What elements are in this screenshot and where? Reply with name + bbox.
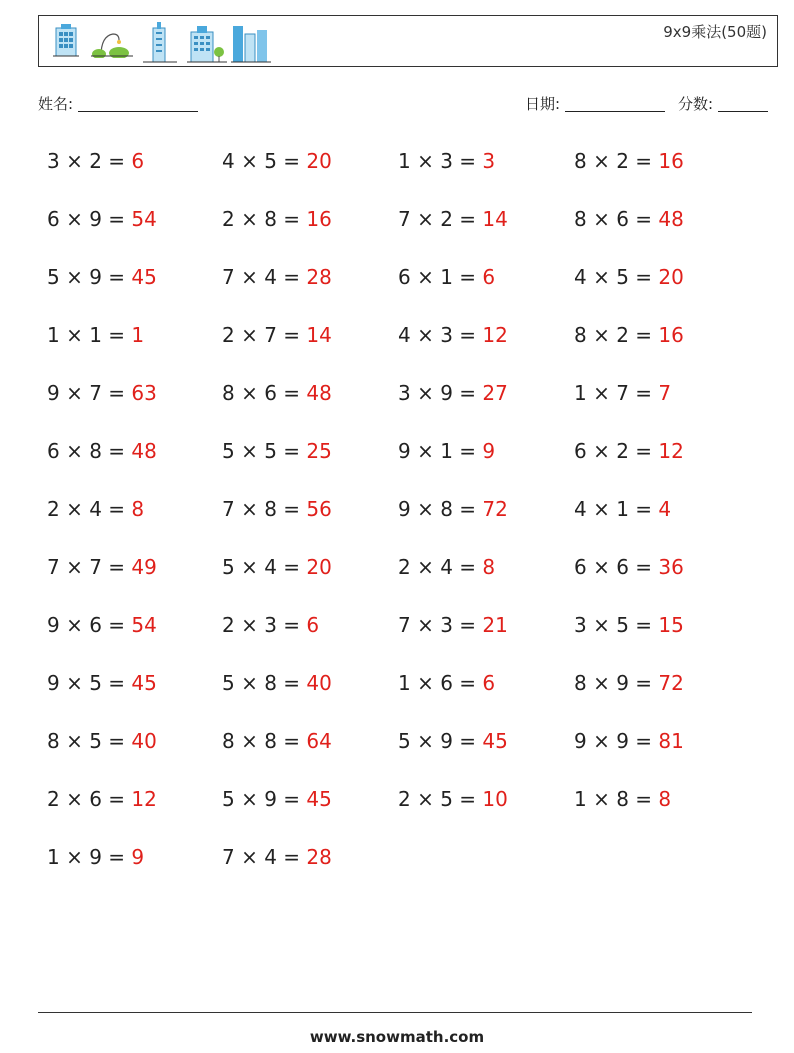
problem-item [222, 612, 319, 638]
problem-item [47, 206, 157, 232]
problem-item [222, 670, 332, 696]
problem-question: 7 × 4 = [222, 845, 307, 869]
problem-item [222, 844, 332, 870]
problem-item [398, 264, 495, 290]
problem-answer: 36 [658, 555, 684, 579]
worksheet-header [38, 15, 778, 67]
problem-item [47, 612, 157, 638]
problem-item [398, 380, 508, 406]
problem-answer: 8 [658, 787, 672, 811]
problem-answer: 8 [482, 555, 496, 579]
name-field [38, 93, 198, 114]
problem-question: 5 × 5 = [222, 439, 307, 463]
problem-item [398, 148, 495, 174]
problem-item [47, 786, 157, 812]
problem-item [222, 206, 332, 232]
problem-answer: 6 [131, 149, 145, 173]
footer-divider [38, 1012, 752, 1013]
problem-item [222, 322, 332, 348]
problem-answer: 63 [131, 381, 157, 405]
problem-item [222, 264, 332, 290]
problem-question: 3 × 5 = [574, 613, 659, 637]
problem-item [574, 206, 684, 232]
problem-question: 4 × 5 = [574, 265, 659, 289]
problem-item [222, 728, 332, 754]
problem-answer: 6 [306, 613, 320, 637]
problem-answer: 6 [482, 265, 496, 289]
problem-question: 2 × 7 = [222, 323, 307, 347]
problem-question: 8 × 2 = [574, 149, 659, 173]
problem-item [574, 786, 671, 812]
problem-answer: 20 [306, 555, 332, 579]
problem-question: 5 × 9 = [47, 265, 132, 289]
problem-item [574, 148, 684, 174]
problem-answer: 64 [306, 729, 332, 753]
problem-item [574, 554, 684, 580]
problem-item [574, 264, 684, 290]
problem-item [222, 148, 332, 174]
problem-item [574, 496, 671, 522]
problem-question: 8 × 9 = [574, 671, 659, 695]
problem-question: 5 × 9 = [398, 729, 483, 753]
problem-question: 8 × 2 = [574, 323, 659, 347]
date-field [525, 93, 665, 114]
problem-question: 9 × 1 = [398, 439, 483, 463]
problem-item [398, 786, 508, 812]
problem-answer: 16 [658, 149, 684, 173]
problem-question: 5 × 9 = [222, 787, 307, 811]
problem-question: 1 × 1 = [47, 323, 132, 347]
problem-answer: 3 [482, 149, 496, 173]
problem-answer: 48 [131, 439, 157, 463]
problem-answer: 45 [306, 787, 332, 811]
problem-answer: 49 [131, 555, 157, 579]
problem-answer: 45 [131, 265, 157, 289]
problem-answer: 81 [658, 729, 684, 753]
problem-answer: 40 [306, 671, 332, 695]
problem-question: 6 × 8 = [47, 439, 132, 463]
problem-question: 5 × 8 = [222, 671, 307, 695]
score-label: 分数: [678, 95, 714, 113]
problem-question: 9 × 8 = [398, 497, 483, 521]
problem-item [398, 496, 508, 522]
problem-item [47, 380, 157, 406]
office-tree-icon [187, 22, 227, 64]
problem-item [47, 148, 144, 174]
problem-question: 6 × 1 = [398, 265, 483, 289]
problem-answer: 54 [131, 207, 157, 231]
problem-question: 9 × 5 = [47, 671, 132, 695]
problem-item [574, 670, 684, 696]
problem-answer: 14 [306, 323, 332, 347]
problem-question: 2 × 6 = [47, 787, 132, 811]
problem-question: 8 × 6 = [222, 381, 307, 405]
problem-answer: 21 [482, 613, 508, 637]
problem-answer: 48 [658, 207, 684, 231]
problem-question: 2 × 4 = [47, 497, 132, 521]
problem-answer: 7 [658, 381, 672, 405]
problem-question: 4 × 5 = [222, 149, 307, 173]
problem-answer: 54 [131, 613, 157, 637]
problem-question: 3 × 2 = [47, 149, 132, 173]
problem-item [574, 380, 671, 406]
problem-question: 1 × 7 = [574, 381, 659, 405]
problem-item [47, 496, 144, 522]
problem-item [222, 380, 332, 406]
problem-question: 2 × 5 = [398, 787, 483, 811]
name-label: 姓名: [38, 95, 74, 113]
problem-item [574, 438, 684, 464]
problem-item [398, 322, 508, 348]
problem-answer: 16 [306, 207, 332, 231]
problem-answer: 4 [658, 497, 672, 521]
problem-answer: 45 [131, 671, 157, 695]
problem-question: 7 × 4 = [222, 265, 307, 289]
problem-item [574, 612, 684, 638]
problem-question: 1 × 9 = [47, 845, 132, 869]
name-blank[interactable] [78, 97, 198, 112]
problem-answer: 28 [306, 265, 332, 289]
problem-question: 1 × 6 = [398, 671, 483, 695]
tower-icon [143, 22, 177, 64]
problem-answer: 40 [131, 729, 157, 753]
problem-answer: 12 [131, 787, 157, 811]
problem-question: 7 × 7 = [47, 555, 132, 579]
problem-answer: 16 [658, 323, 684, 347]
problem-item [47, 322, 144, 348]
problem-question: 4 × 1 = [574, 497, 659, 521]
building-icon [53, 22, 79, 58]
worksheet-title: 9x9乘法(50题) [663, 23, 767, 41]
problem-question: 8 × 6 = [574, 207, 659, 231]
problem-answer: 48 [306, 381, 332, 405]
problem-answer: 8 [131, 497, 145, 521]
problem-answer: 10 [482, 787, 508, 811]
problem-question: 2 × 3 = [222, 613, 307, 637]
problem-question: 7 × 3 = [398, 613, 483, 637]
problem-question: 6 × 9 = [47, 207, 132, 231]
problem-item [398, 670, 495, 696]
problem-question: 1 × 3 = [398, 149, 483, 173]
problem-answer: 15 [658, 613, 684, 637]
skyscrapers-icon [231, 22, 271, 64]
problem-answer: 27 [482, 381, 508, 405]
problem-answer: 9 [482, 439, 496, 463]
problem-answer: 56 [306, 497, 332, 521]
problem-question: 4 × 3 = [398, 323, 483, 347]
problem-answer: 1 [131, 323, 145, 347]
problem-item [47, 728, 157, 754]
problem-answer: 28 [306, 845, 332, 869]
problem-question: 6 × 6 = [574, 555, 659, 579]
problem-question: 3 × 9 = [398, 381, 483, 405]
problem-question: 8 × 5 = [47, 729, 132, 753]
problem-item [47, 844, 144, 870]
problem-question: 7 × 8 = [222, 497, 307, 521]
problem-item [47, 438, 157, 464]
problem-item [398, 554, 495, 580]
problem-item [222, 786, 332, 812]
problem-item [398, 612, 508, 638]
problem-question: 8 × 8 = [222, 729, 307, 753]
problem-answer: 45 [482, 729, 508, 753]
problem-item [398, 206, 508, 232]
date-label: 日期: [525, 95, 561, 113]
problem-question: 2 × 4 = [398, 555, 483, 579]
problem-item [398, 728, 508, 754]
problem-item [47, 670, 157, 696]
problem-answer: 6 [482, 671, 496, 695]
problem-question: 1 × 8 = [574, 787, 659, 811]
problem-question: 9 × 6 = [47, 613, 132, 637]
problem-answer: 72 [482, 497, 508, 521]
score-blank[interactable] [718, 97, 768, 112]
problem-item [47, 554, 157, 580]
problem-item [574, 728, 684, 754]
problem-item [222, 554, 332, 580]
problem-question: 9 × 9 = [574, 729, 659, 753]
problem-item [222, 496, 332, 522]
problem-answer: 14 [482, 207, 508, 231]
problem-item [398, 438, 495, 464]
score-field [678, 93, 768, 114]
problem-answer: 9 [131, 845, 145, 869]
problem-question: 6 × 2 = [574, 439, 659, 463]
footer-url: www.snowmath.com [309, 1028, 485, 1046]
problem-question: 7 × 2 = [398, 207, 483, 231]
problem-answer: 20 [306, 149, 332, 173]
date-blank[interactable] [565, 97, 665, 112]
problem-question: 9 × 7 = [47, 381, 132, 405]
problem-answer: 12 [658, 439, 684, 463]
problem-answer: 25 [306, 439, 332, 463]
problem-item [574, 322, 684, 348]
problem-answer: 72 [658, 671, 684, 695]
problem-question: 5 × 4 = [222, 555, 307, 579]
problem-answer: 12 [482, 323, 508, 347]
problem-item [47, 264, 157, 290]
problem-answer: 20 [658, 265, 684, 289]
park-lamp-icon [91, 22, 133, 58]
problem-question: 2 × 8 = [222, 207, 307, 231]
problem-item [222, 438, 332, 464]
